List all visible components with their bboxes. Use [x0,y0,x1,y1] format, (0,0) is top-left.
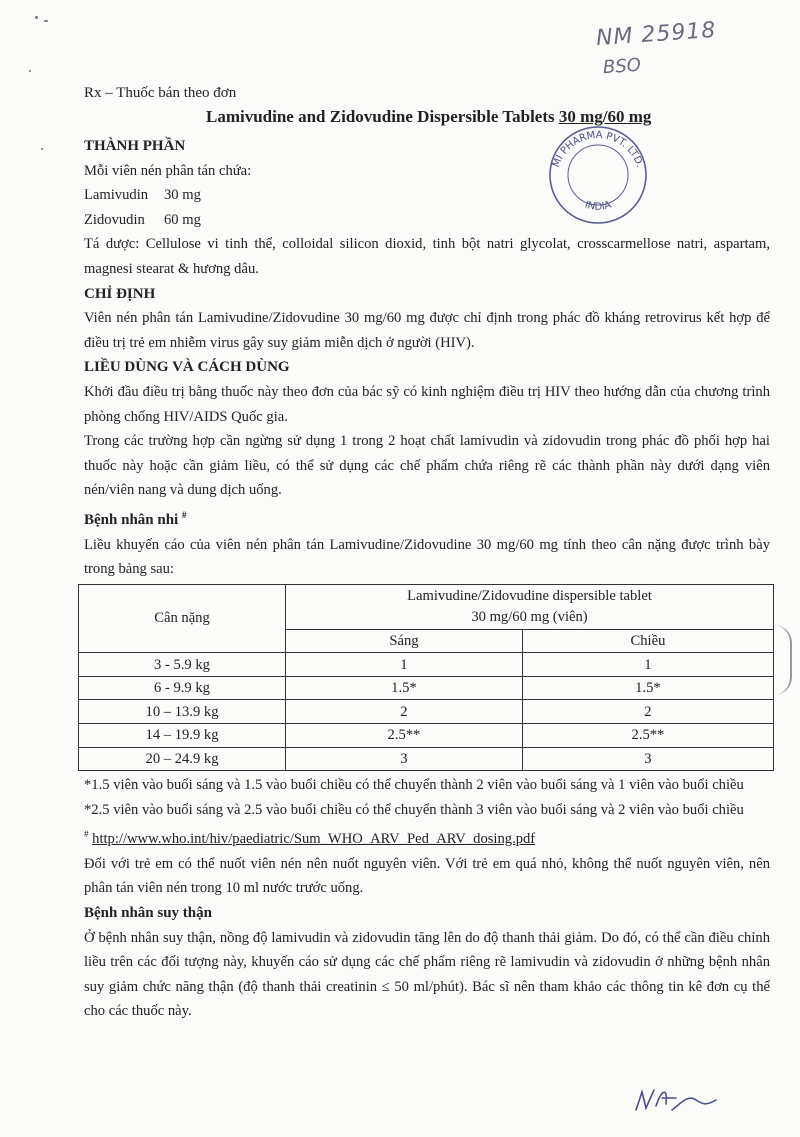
scan-speck [44,20,48,22]
dosing-table [78,584,774,772]
table-header-row [79,584,774,629]
cell-weight: 3 - 5.9 kg [79,653,286,677]
footnote: *1.5 viên vào buổi sáng và 1.5 vào buổi chiều có thể chuyển thành 2 viên vào buổi sáng và 1 viên vào buổi chiều [84,777,744,794]
table-row [79,653,774,677]
cell-evening: 2.5** [522,724,773,748]
cell-weight: 20 – 24.9 kg [79,747,286,771]
pediatric-intro: Liều khuyến cáo của viên nén phân tán Lamivudine/Zidovudine 30 mg/60 mg tính theo cân nặng được trình bày trong bảng sau: [84,536,770,578]
reference-line [84,822,770,851]
table-row [79,676,774,700]
cell-morning: 1 [286,653,523,677]
header-product [286,584,774,629]
composition-intro: Mỗi viên nén phân tán chứa: [84,162,252,179]
ingredient-amount: 60 mg [164,211,201,228]
ingredient-amount: 30 mg [164,187,201,204]
cell-weight: 14 – 19.9 kg [79,724,286,748]
footnote: *2.5 viên vào buổi sáng và 2.5 vào buổi chiều có thể chuyển thành 3 viên vào buổi sáng và 2 viên vào buổi chiều [84,801,744,818]
header-weight: Cân nặng [79,584,286,653]
title-strength: 30 mg/60 mg [558,107,652,126]
reference-link[interactable]: http://www.who.int/hiv/paediatric/Sum_WHO_ARV_Ped_ARV_dosing.pdf [92,831,536,848]
handwritten-code: NM 25918 [595,17,718,52]
table-row [79,747,774,771]
ingredient-row [84,208,770,233]
swallow-instructions: Đối với trẻ em có thể nuốt viên nén nên nuốt nguyên viên. Với trẻ em quá nhỏ, không thể nuốt nguyên viên, nên phân tán viên nén trong 10 ml nước trước uống. [84,855,770,897]
table-row [79,700,774,724]
header-product-unit: 30 mg/60 mg (viên) [471,608,588,625]
scan-edge-mark [774,625,792,695]
document-body [84,134,770,1024]
pediatric-heading-text: Bệnh nhân nhi [84,511,179,528]
header-morning: Sáng [286,629,523,653]
ingredient-name: Lamivudin [84,187,149,204]
header-evening: Chiều [522,629,773,653]
dosage-paragraph: Khởi đầu điều trị bằng thuốc này theo đơn của bác sỹ có kinh nghiệm điều trị HIV theo hướng dẫn của chương trình phòng chống HIV/AIDS Quốc gia. [84,383,770,425]
cell-weight: 10 – 13.9 kg [79,700,286,724]
reference-mark: # [84,829,89,840]
cell-morning: 2 [286,700,523,724]
composition-heading: THÀNH PHẦN [84,138,186,154]
renal-heading: Bệnh nhân suy thận [84,905,212,922]
ingredient-name: Zidovudin [84,211,145,228]
handwritten-initials: BSO [602,54,642,79]
cell-evening: 2 [522,700,773,724]
indication-text: Viên nén phân tán Lamivudine/Zidovudine 30 mg/60 mg được chỉ định trong phác đồ kháng retrovirus kết hợp để điều trị trẻ em nhiễm virus gây suy giảm miễn dịch ở người (HIV). [84,310,770,351]
excipients-text: Tá dược: Cellulose vi tinh thể, colloidal silicon dioxid, tinh bột natri glycolat, crosscarmellose natri, aspartam, magnesi stearat & hương dâu. [84,236,770,277]
prescription-label: Rx – Thuốc bán theo đơn [84,85,237,101]
stamp-bottom-text: INDIA [583,199,613,213]
cell-evening: 1 [522,653,773,677]
cell-morning: 3 [286,747,523,771]
cell-weight: 6 - 9.9 kg [79,676,286,700]
dosage-paragraph: Trong các trường hợp cần ngừng sử dụng 1 trong 2 hoạt chất lamivudin và zidovudin trong phác đồ phối hợp hai thuốc này hoặc cần giảm liều, có thể sử dụng các chế phẩm chứa riêng rẽ các thành phần này dưới dạng viên nén/viên nang và dung dịch uống. [84,433,770,499]
scan-speck [35,16,38,19]
scan-speck [29,70,31,72]
cell-morning: 2.5** [286,724,523,748]
stamp-top-text: MI PHARMA PVT. LTD. [550,129,646,169]
title-main: Lamivudine and Zidovudine Dispersible Tablets [206,107,559,126]
ingredient-row [84,183,770,208]
dosage-heading: LIỀU DÙNG VÀ CÁCH DÙNG [84,359,290,376]
table-row [79,724,774,748]
cell-morning: 1.5* [286,676,523,700]
pediatric-heading [84,503,770,533]
pediatric-footnote-mark: # [181,509,187,520]
scan-speck [41,148,43,150]
header-product-name: Lamivudine/Zidovudine dispersible tablet [407,587,652,604]
signature-initials [632,1084,722,1118]
indication-heading: CHỈ ĐỊNH [84,285,156,302]
cell-evening: 1.5* [522,676,773,700]
cell-evening: 3 [522,747,773,771]
renal-text: Ở bệnh nhân suy thận, nồng độ lamivudin và zidovudin tăng lên do độ thanh thải giảm. Do đó, có thể cần điều chỉnh liều trên các đối tượng này, khuyến cáo sử dụng các chế phẩm riêng rẽ lamivudin và zidovudin ở những bệnh nhân suy giảm chức năng thận (độ thanh thải creatinin ≤ 50 ml/phút). Bác sĩ nên tham khảo các thông tin kê đơn cụ thể cho các thuốc này. [84,929,770,1020]
